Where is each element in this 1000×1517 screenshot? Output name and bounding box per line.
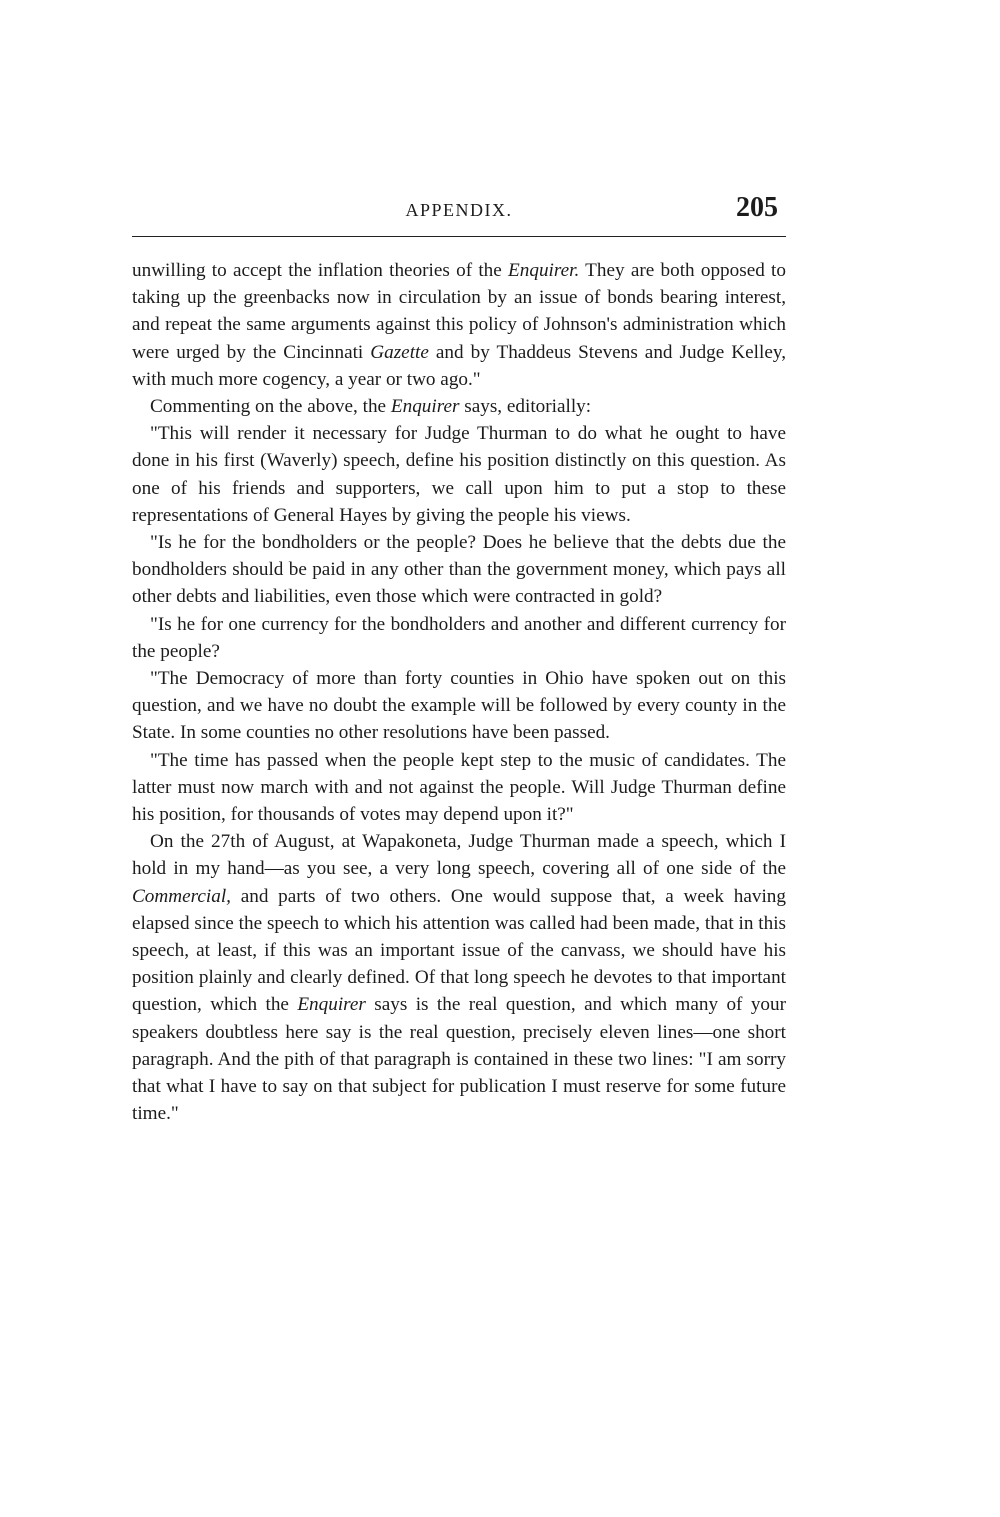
italic-segment: Enquirer. [508,260,580,281]
italic-segment: Enquirer [297,994,366,1016]
text-segment: "The Democracy of more than forty counties in Ohio have spoken out on this question, and we have no doubt the example will be followed by every county in the State. In some counties no other resolutions have been passed. [132,668,786,744]
italic-segment: Commercial, [132,885,231,907]
text-segment: and parts of two others. One would suppose that, a week having elapsed since the speech to which his attention was called had been made, that in this speech, at least, if this was an important issue of the canvass, we should have his position plainly and clearly defined. Of that long speech he devotes to that important question, which the [132,885,786,1016]
running-head: APPENDIX. [405,200,513,220]
text-segment: says is the real question, and which many of your speakers doubtless here say is the real question, precisely eleven lines—one short paragraph. And the pith of that paragraph is contained in these two lines: "I am sorry that what I have to say on that subject for publication I must reserve for some future time." [132,994,786,1125]
text-segment: They are both opposed to taking up the greenbacks now in circulation by an issue of bonds bearing interest, and repeat the same arguments against this policy of Johnson's administration which were urged by the Cincinnati [132,260,786,363]
text-segment: "The time has passed when the people kept step to the music of candidates. The latter must now march with and not against the people. Will Judge Thurman define his position, for thousands of votes may depend upon it?" [132,749,786,826]
paragraph [132,611,786,665]
italic-segment: Gazette [370,341,429,363]
text-segment: "This will render it necessary for Judge Thurman to do what he ought to have done in his first (Waverly) speech, define his position distinctly on this question. As one of his friends and supporters, we call upon him to put a stop to these representations of General Hayes by giving the people his views. [132,423,786,526]
paragraph [132,529,786,611]
text-segment: "Is he for one currency for the bondholders and another and different currency for the people? [132,613,786,662]
text-segment: Commenting on the above, the [150,396,391,418]
paragraph [132,420,786,529]
text-segment: and by Thaddeus Stevens and Judge Kelley, with much more cogency, a year or two ago." [132,341,786,390]
header-rule [132,236,786,237]
page-number: 205 [736,192,778,223]
paragraph [132,393,786,420]
body-text [132,257,786,1128]
paragraph [132,665,786,747]
italic-segment: Enquirer [390,396,460,418]
text-segment: unwilling to accept the inflation theories of the [132,260,509,281]
text-segment: says, editorially: [459,396,592,418]
page-header [132,192,786,232]
text-segment: "Is he for the bondholders or the people? Does he believe that the debts due the bondholders should be paid in any other than the government money, which pays all other debts and liabilities, even those which were contracted in gold? [132,532,786,608]
text-segment: On the 27th of August, at Wapakoneta, Judge Thurman made a speech, which I hold in my hand—as you see, a very long speech, covering all of one side of the [132,831,786,880]
paragraph [132,828,786,1127]
book-page [132,192,786,1128]
paragraph [132,747,786,829]
paragraph [132,257,786,393]
